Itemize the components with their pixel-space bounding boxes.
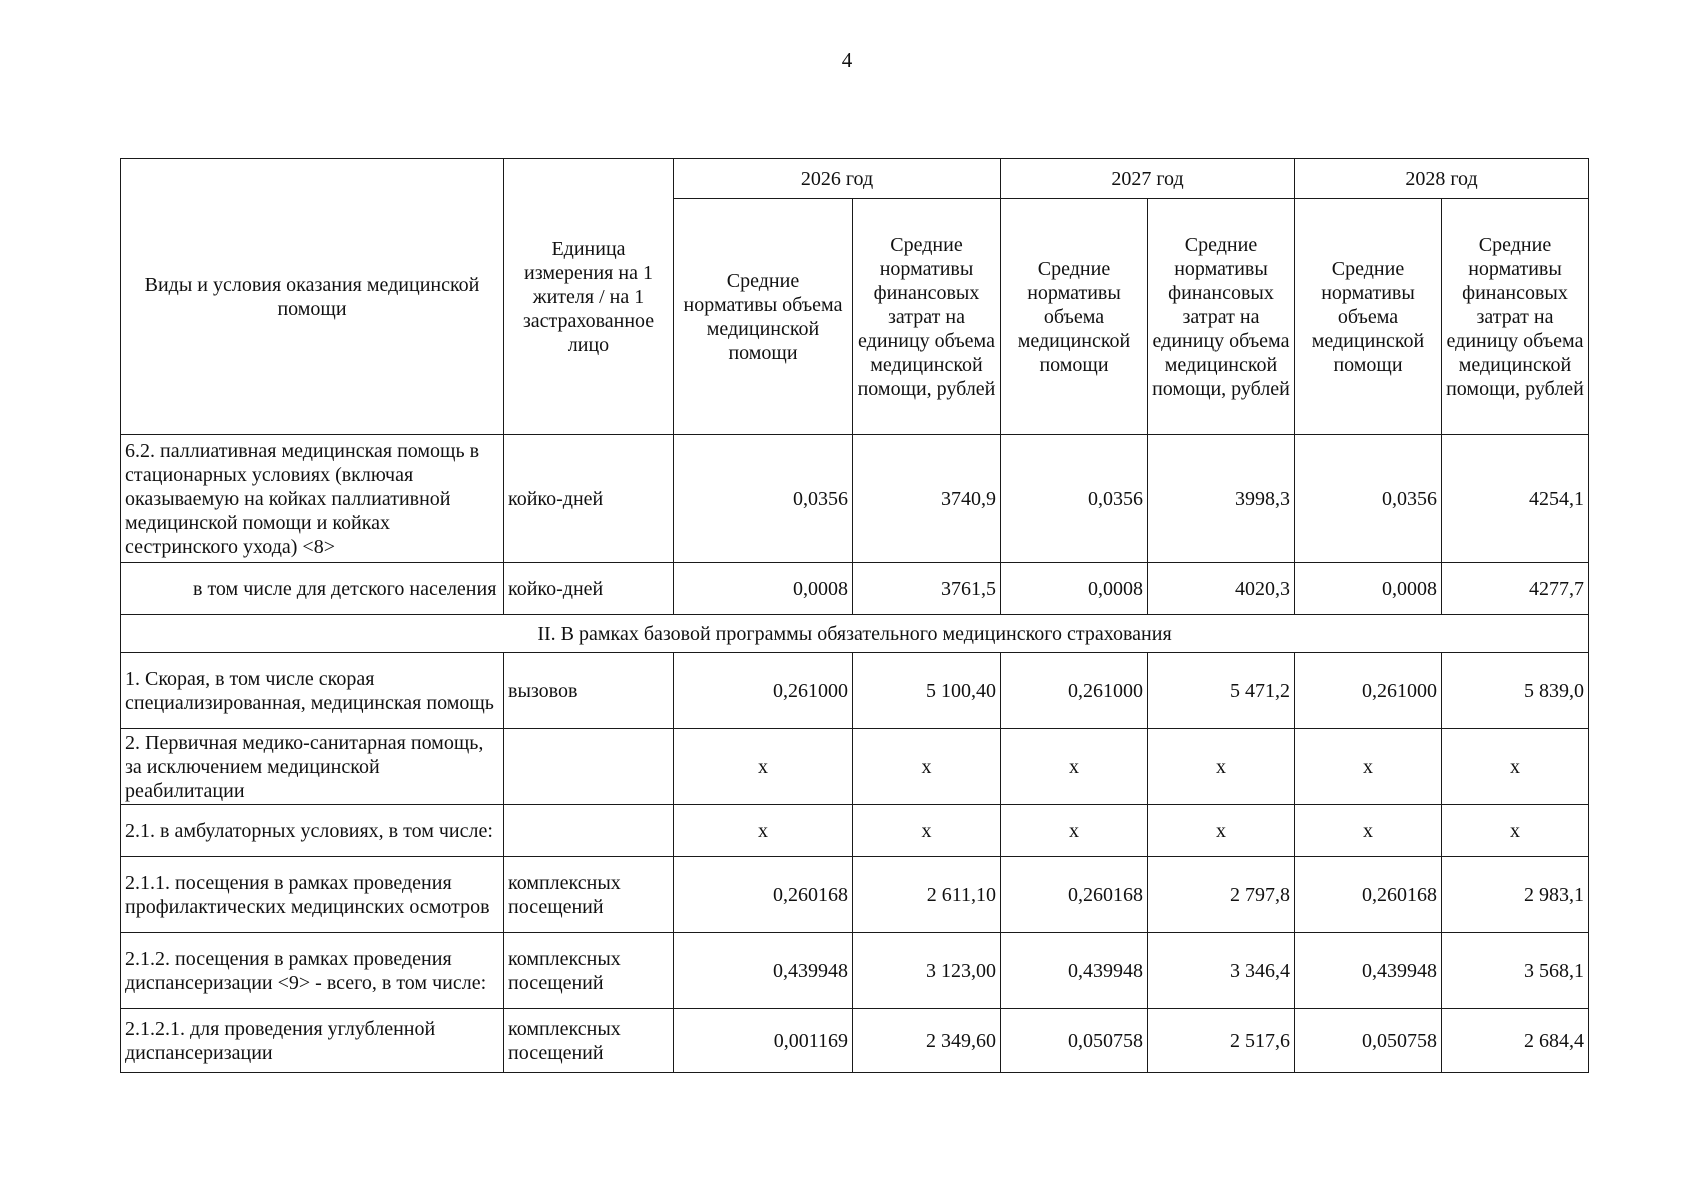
value-cell: 0,439948 [674, 933, 853, 1009]
table-row [121, 857, 1589, 933]
value-cell: 3 568,1 [1442, 933, 1589, 1009]
value-cell: 0,439948 [1295, 933, 1442, 1009]
value-cell: 2 517,6 [1148, 1009, 1295, 1073]
header-type: Виды и условия оказания медицинской помощи [121, 159, 504, 435]
header-cost-2027: Средние нормативы финансовых затрат на единицу объема медицинской помощи, рублей [1148, 199, 1295, 435]
value-cell: 0,260168 [674, 857, 853, 933]
value-cell: х [1442, 729, 1589, 805]
header-year-2026: 2026 год [674, 159, 1001, 199]
row-unit: комплексных посещений [504, 857, 674, 933]
value-cell: 2 797,8 [1148, 857, 1295, 933]
row-unit [504, 805, 674, 857]
value-cell: х [1001, 729, 1148, 805]
value-cell: 0,050758 [1001, 1009, 1148, 1073]
value-cell: 0,261000 [1001, 653, 1148, 729]
header-year-2028: 2028 год [1295, 159, 1589, 199]
value-cell: 0,261000 [1295, 653, 1442, 729]
value-cell: 4020,3 [1148, 563, 1295, 615]
value-cell: 3998,3 [1148, 435, 1295, 563]
value-cell: 0,0008 [1295, 563, 1442, 615]
row-name: 1. Скорая, в том числе скорая специализированная, медицинская помощь [121, 653, 504, 729]
value-cell: 4254,1 [1442, 435, 1589, 563]
value-cell: 3 346,4 [1148, 933, 1295, 1009]
section-row [121, 615, 1589, 653]
row-unit: койко-дней [504, 563, 674, 615]
value-cell: 0,260168 [1295, 857, 1442, 933]
row-name: 2.1.2. посещения в рамках проведения диспансеризации <9> - всего, в том числе: [121, 933, 504, 1009]
section-title: II. В рамках базовой программы обязательного медицинского страхования [121, 615, 1589, 653]
value-cell: 5 839,0 [1442, 653, 1589, 729]
value-cell: 2 349,60 [853, 1009, 1001, 1073]
row-unit [504, 729, 674, 805]
row-unit: койко-дней [504, 435, 674, 563]
value-cell: х [1295, 805, 1442, 857]
value-cell: 0,0008 [674, 563, 853, 615]
header-volume-2027: Средние нормативы объема медицинской помощи [1001, 199, 1148, 435]
row-name [121, 563, 504, 615]
value-cell: 0,0356 [1295, 435, 1442, 563]
table-row [121, 563, 1589, 615]
row-name: 2.1. в амбулаторных условиях, в том числе: [121, 805, 504, 857]
value-cell: х [853, 805, 1001, 857]
table-row [121, 435, 1589, 563]
value-cell: 5 471,2 [1148, 653, 1295, 729]
row-name: 2.1.2.1. для проведения углубленной диспансеризации [121, 1009, 504, 1073]
value-cell: х [1148, 805, 1295, 857]
value-cell: 2 684,4 [1442, 1009, 1589, 1073]
value-cell: 3761,5 [853, 563, 1001, 615]
value-cell: х [1001, 805, 1148, 857]
value-cell: 0,0356 [1001, 435, 1148, 563]
header-volume-2026: Средние нормативы объема медицинской помощи [674, 199, 853, 435]
header-year-2027: 2027 год [1001, 159, 1295, 199]
header-volume-2028: Средние нормативы объема медицинской помощи [1295, 199, 1442, 435]
row-unit: комплексных посещений [504, 933, 674, 1009]
value-cell: 0,261000 [674, 653, 853, 729]
value-cell: 2 983,1 [1442, 857, 1589, 933]
value-cell: 0,0356 [674, 435, 853, 563]
value-cell: 3 123,00 [853, 933, 1001, 1009]
header-cost-2028: Средние нормативы финансовых затрат на единицу объема медицинской помощи, рублей [1442, 199, 1589, 435]
value-cell: 2 611,10 [853, 857, 1001, 933]
table-row [121, 933, 1589, 1009]
table-row [121, 653, 1589, 729]
value-cell: 4277,7 [1442, 563, 1589, 615]
value-cell: 0,050758 [1295, 1009, 1442, 1073]
row-name: 2.1.1. посещения в рамках проведения профилактических медицинских осмотров [121, 857, 504, 933]
value-cell: 0,001169 [674, 1009, 853, 1073]
row-name: 6.2. паллиативная медицинская помощь в стационарных условиях (включая оказываемую на койках паллиативной медицинской помощи и койках сестринского ухода) <8> [121, 435, 504, 563]
value-cell: 3740,9 [853, 435, 1001, 563]
normatives-table [120, 158, 1589, 1073]
row-unit: комплексных посещений [504, 1009, 674, 1073]
value-cell: 0,260168 [1001, 857, 1148, 933]
value-cell: х [1442, 805, 1589, 857]
header-unit: Единица измерения на 1 жителя / на 1 застрахованное лицо [504, 159, 674, 435]
value-cell: х [674, 805, 853, 857]
value-cell: 5 100,40 [853, 653, 1001, 729]
page-number: 4 [841, 48, 853, 72]
table-row [121, 729, 1589, 805]
row-name: 2. Первичная медико-санитарная помощь, за исключением медицинской реабилитации [121, 729, 504, 805]
value-cell: х [674, 729, 853, 805]
table-row [121, 805, 1589, 857]
value-cell: х [853, 729, 1001, 805]
row-name-text: в том числе для детского населения [193, 577, 497, 600]
value-cell: х [1295, 729, 1442, 805]
table-row [121, 1009, 1589, 1073]
row-unit: вызовов [504, 653, 674, 729]
value-cell: 0,0008 [1001, 563, 1148, 615]
header-cost-2026: Средние нормативы финансовых затрат на единицу объема медицинской помощи, рублей [853, 199, 1001, 435]
value-cell: 0,439948 [1001, 933, 1148, 1009]
value-cell: х [1148, 729, 1295, 805]
